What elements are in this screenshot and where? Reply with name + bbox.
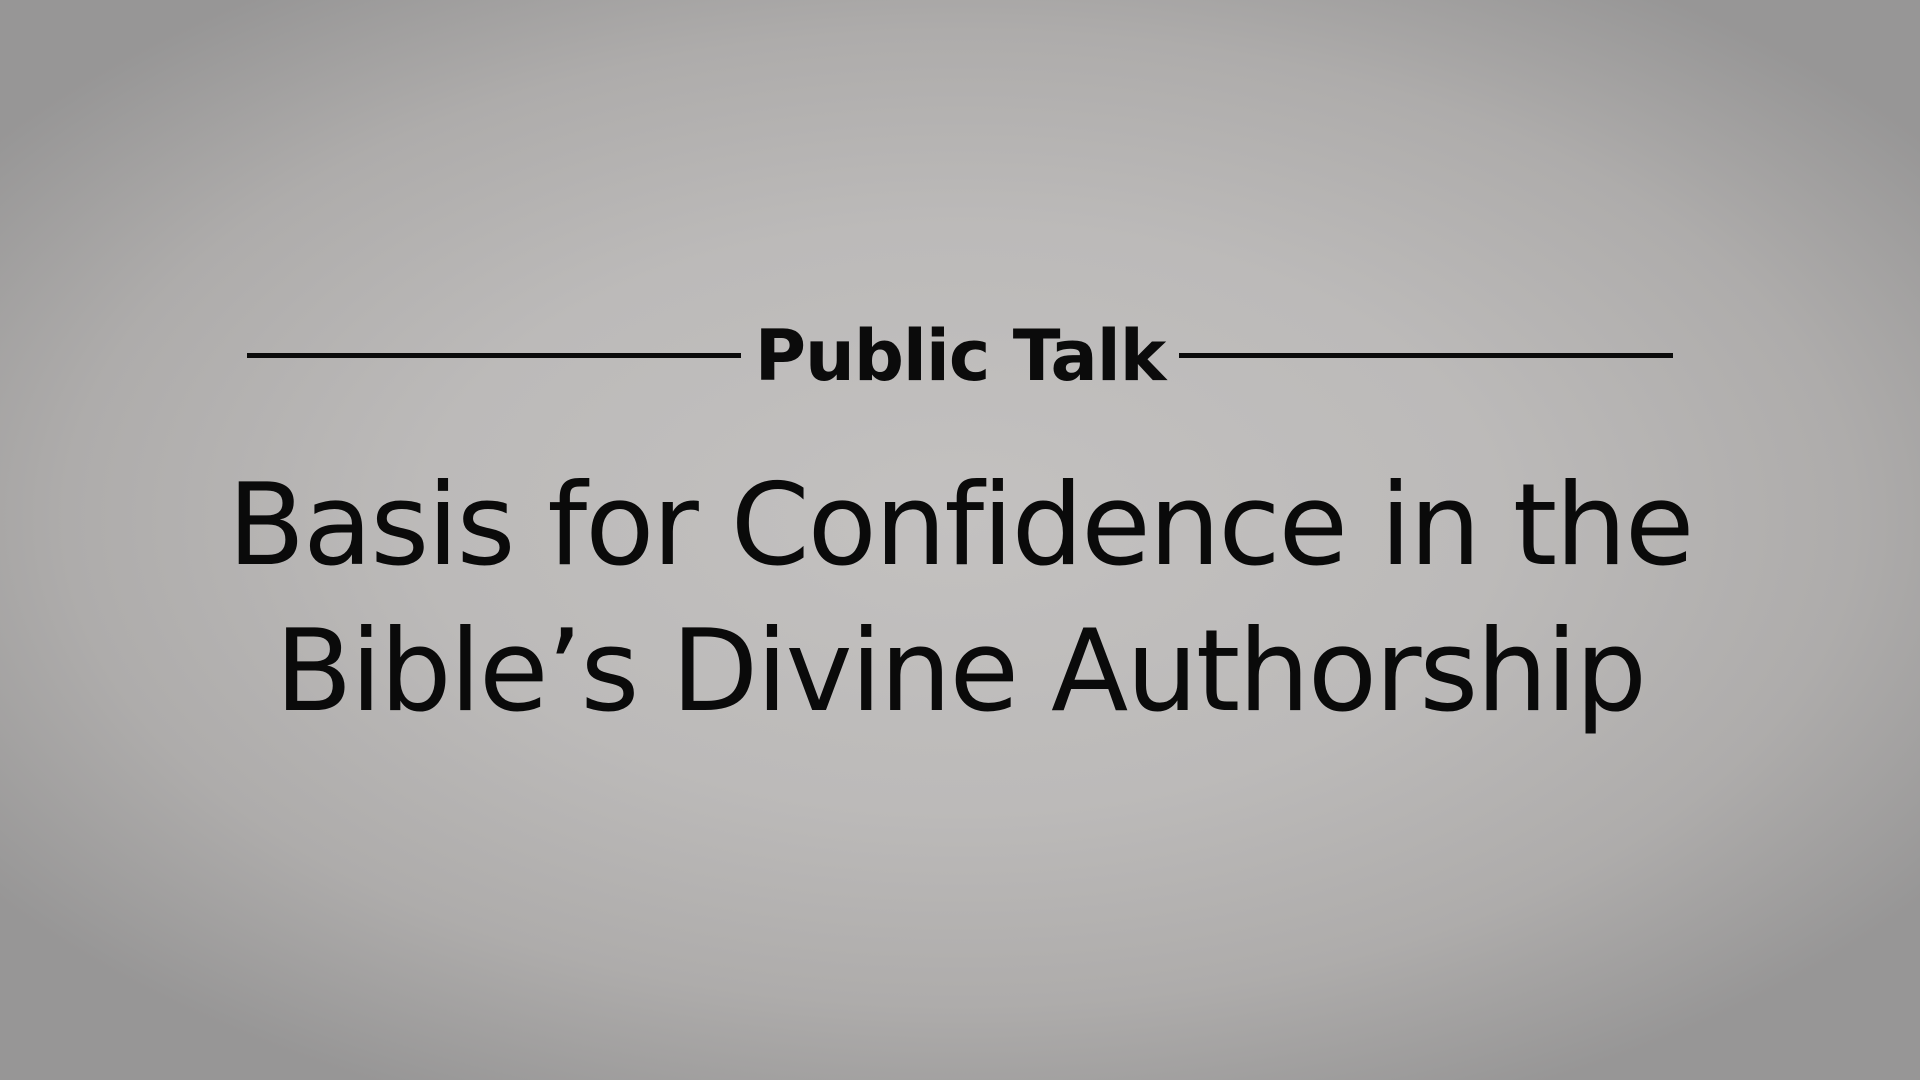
label-row <box>0 315 1920 397</box>
right-divider-rule <box>1179 353 1673 358</box>
talk-title-line-1: Basis for Confidence in the <box>227 459 1693 591</box>
talk-title <box>0 452 1920 744</box>
left-divider-rule <box>247 353 741 358</box>
talk-type-label: Public Talk <box>754 315 1166 397</box>
talk-title-line-2: Bible’s Divine Authorship <box>274 605 1646 737</box>
